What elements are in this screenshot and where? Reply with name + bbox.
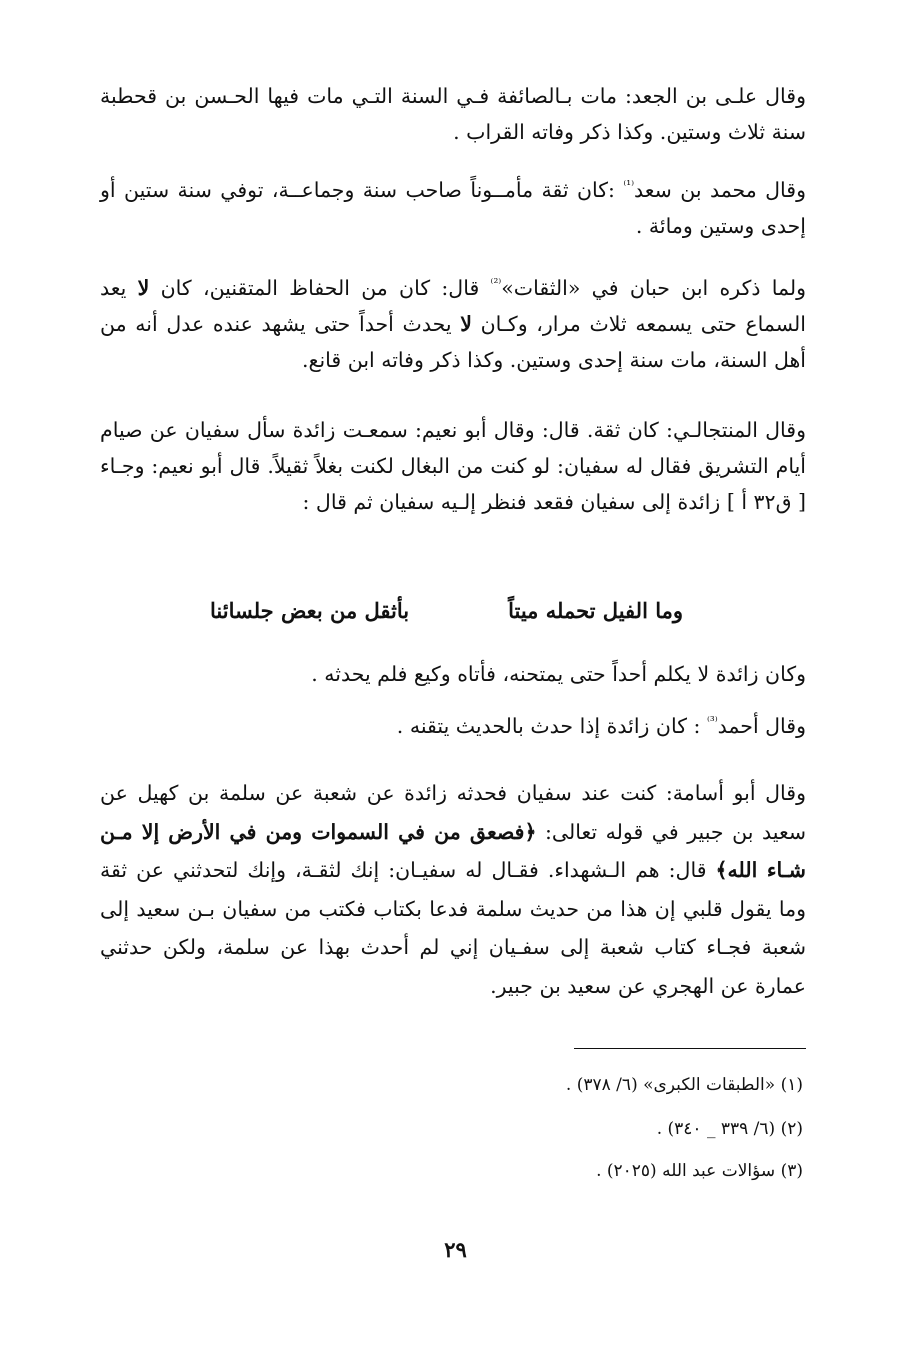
paragraph-text: وقال أبو أسامة: كنت عند سفيان فحدثه زائدة عن شعبة عن سلمة بن كهيل عن سعيد بن جبير في قوله تعالى: xyxy=(100,781,807,844)
footnote-1: (١) «الطبقات الكبرى» (٦/ ٣٧٨) . xyxy=(565,1075,803,1095)
page-number: ٢٩ xyxy=(444,1237,467,1262)
paragraph-text: وقال المنتجالـي: كان ثقة. قال: وقال أبو نعيم: سمعـت زائدة سأل سفيان عن صيام أيام التشريق فقال له سفيان: لو كنت من البغال لكنت بغلاً ثقيلاً. قال أبو نعيم: وجـاء [ ق٣٢ أ ] زائدة إلى سفيان فقعد فنظر إلـيه سفيان ثم قال : xyxy=(100,418,807,514)
footnote-2: (٢) (٦/ ٣٣٩ _ ٣٤٠) . xyxy=(656,1119,803,1139)
paragraph-ali-ibn-aljad xyxy=(100,78,806,150)
emphasis-word: لا xyxy=(460,312,472,336)
paragraph-abu-usama xyxy=(100,774,806,1005)
paragraph-al-muntajali xyxy=(100,412,806,520)
paragraph-text: ولما ذكره ابن حبان في «الثقات» xyxy=(501,276,806,300)
paragraph-text: وقال محمد بن سعد xyxy=(634,178,807,202)
paragraph-text: يحدث أحداً حتى يشهد عنده عدل أنه من أهل السنة، مات سنة إحدى وستين. وكذا ذكر وفاته ابن قانع. xyxy=(100,312,806,372)
footnote-ref: ⁽³⁾ xyxy=(706,714,718,729)
verse-first-hemistich: وما الفيل تحمله ميتاً xyxy=(508,598,683,623)
paragraph-ibn-saad xyxy=(100,172,806,244)
paragraph-text: يعد السماع حتى يسمعه ثلاث مرار، وكـان xyxy=(100,276,806,336)
footnote-ref: ⁽¹⁾ xyxy=(623,178,635,193)
paragraph-ibn-hibban xyxy=(100,270,806,378)
quran-quote: ﴿فصعق من في السموات ومن في الأرض إلا مـن شـاء الله﴾ xyxy=(100,819,806,882)
footnote-ref: ⁽²⁾ xyxy=(490,276,502,291)
paragraph-text: قال: كان من الحفاظ المتقنين، كان xyxy=(149,276,491,300)
paragraph-text: : كان زائدة إذا حدث بالحديث يتقنه . xyxy=(396,714,707,738)
paragraph-text: وكان زائدة لا يكلم أحداً حتى يمتحنه، فأتاه وكيع فلم يحدثه . xyxy=(311,662,806,686)
paragraph-text: وقال أحمد xyxy=(717,714,806,738)
footnote-3: (٣) سؤالات عبد الله (٢٠٢٥) . xyxy=(596,1161,803,1181)
paragraph-text: :كان ثقة مأمــوناً صاحب سنة وجماعــة، توفي سنة ستين أو إحدى وستين ومائة . xyxy=(100,178,806,238)
paragraph-ahmad xyxy=(100,708,806,744)
footnote-separator xyxy=(574,1048,806,1049)
verse-second-hemistich: بأثقل من بعض جلسائنا xyxy=(210,598,410,623)
paragraph-text: قال: هم الـشهداء. فقـال له سفيـان: إنك لثقـة، وإنك لتحدثني عن ثقة وما يقول قلبي إن هذا من حديث سلمة فدعا بكتاب فكتب من سفيان بـن سعيد إلى شعبة فجـاء كتاب شعبة إلى سفـيان إني لم أحدث بهذا عن سلمة، ولكن حدثني عمارة عن الهجري عن سعيد بن جبير. xyxy=(100,858,806,998)
paragraph-text: وقال علـى بن الجعد: مات بـالصائفة فـي السنة التـي مات فيها الحـسن بن قحطبة سنة ثلاث وستين. وكذا ذكر وفاته القراب . xyxy=(100,84,806,144)
emphasis-word: لا xyxy=(137,276,150,300)
paragraph-zaida-waki xyxy=(100,656,806,692)
